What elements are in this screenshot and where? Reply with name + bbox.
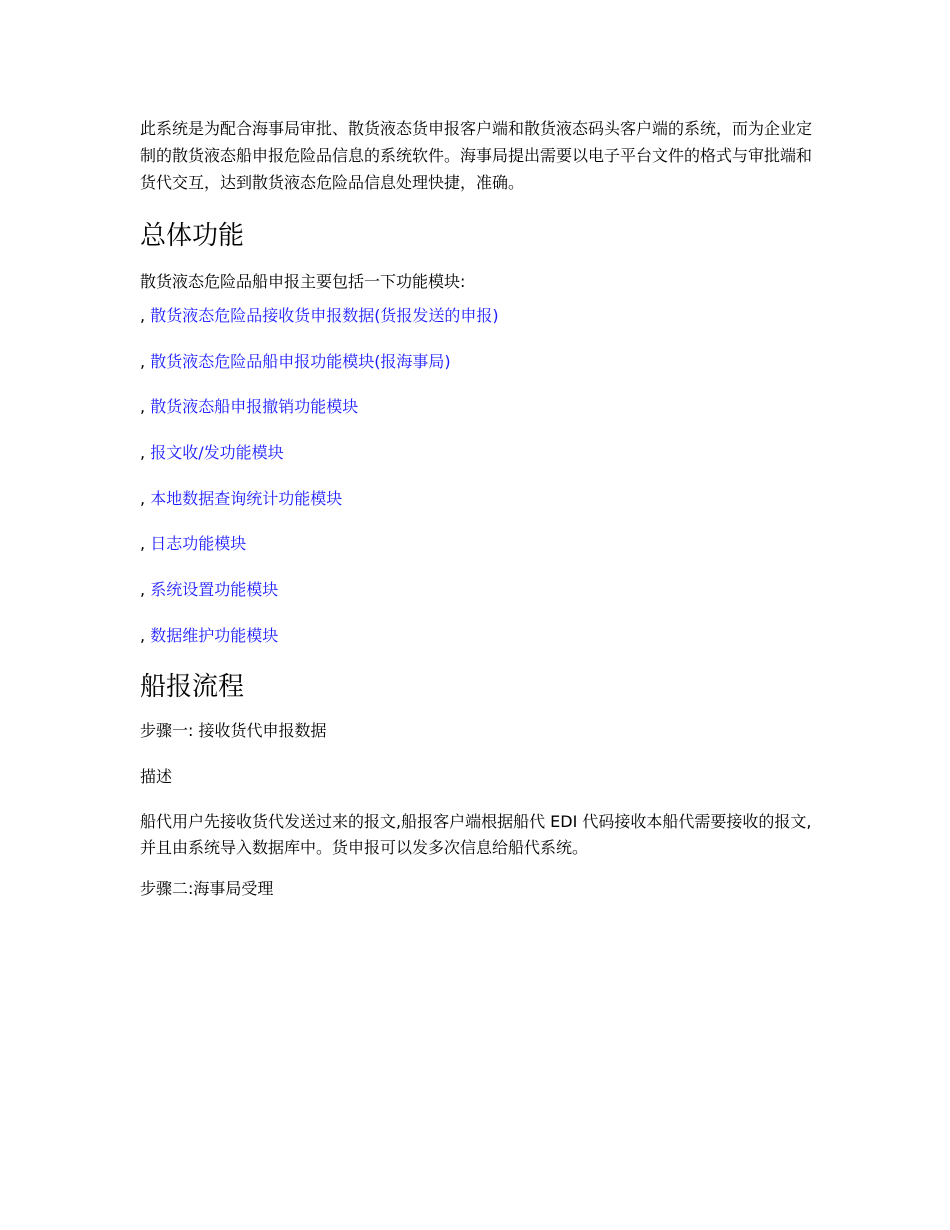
- intro-paragraph: 此系统是为配合海事局审批、散货液态货申报客户端和散货液态码头客户端的系统，而为企业定制的散货液态船申报危险品信息的系统软件。海事局提出需要以电子平台文件的格式与审批端和货代交互，达到散货液态危险品信息处理快捷，准确。: [140, 119, 813, 192]
- ship-report-process-heading: 船报流程: [140, 671, 245, 702]
- description-label: 描述: [140, 766, 173, 786]
- list-item: [140, 487, 820, 511]
- list-bullet: ,: [140, 534, 146, 554]
- list-item: [140, 578, 820, 602]
- module-link[interactable]: 报文收/发功能模块: [150, 443, 284, 463]
- list-item: [140, 395, 820, 419]
- list-item: [140, 624, 820, 648]
- list-bullet: ,: [140, 351, 146, 371]
- list-bullet: ,: [140, 306, 146, 325]
- overall-functions-heading: 总体功能: [140, 221, 245, 251]
- list-bullet: ,: [140, 397, 146, 417]
- module-link[interactable]: 散货液态危险品接收货申报数据(货报发送的申报): [150, 306, 499, 325]
- step-one-text: 步骤一: 接收货代申报数据: [140, 720, 327, 740]
- description-body: 船代用户先接收货代发送过来的报文,船报客户端根据船代 EDI 代码接收本船代需要接收的报文,并且由系统导入数据库中。货申报可以发多次信息给船代系统。: [140, 811, 812, 857]
- list-item: [140, 350, 820, 374]
- step-two-text: 步骤二:海事局受理: [140, 878, 274, 898]
- module-list: [140, 304, 820, 648]
- list-item: [140, 441, 820, 465]
- list-bullet: ,: [140, 625, 146, 645]
- list-bullet: ,: [140, 580, 146, 600]
- module-link[interactable]: 散货液态船申报撤销功能模块: [150, 397, 359, 417]
- module-link[interactable]: 本地数据查询统计功能模块: [150, 488, 343, 508]
- list-item: [140, 532, 820, 556]
- module-link[interactable]: 数据维护功能模块: [150, 625, 279, 645]
- list-bullet: ,: [140, 443, 146, 463]
- list-item: [140, 304, 820, 328]
- list-bullet: ,: [140, 488, 146, 508]
- module-link[interactable]: 散货液态危险品船申报功能模块(报海事局): [150, 351, 451, 371]
- modules-lead-text: 散货液态危险品船申报主要包括一下功能模块:: [140, 272, 466, 291]
- module-link[interactable]: 日志功能模块: [150, 534, 247, 554]
- document-content: [140, 115, 820, 901]
- module-link[interactable]: 系统设置功能模块: [150, 580, 279, 600]
